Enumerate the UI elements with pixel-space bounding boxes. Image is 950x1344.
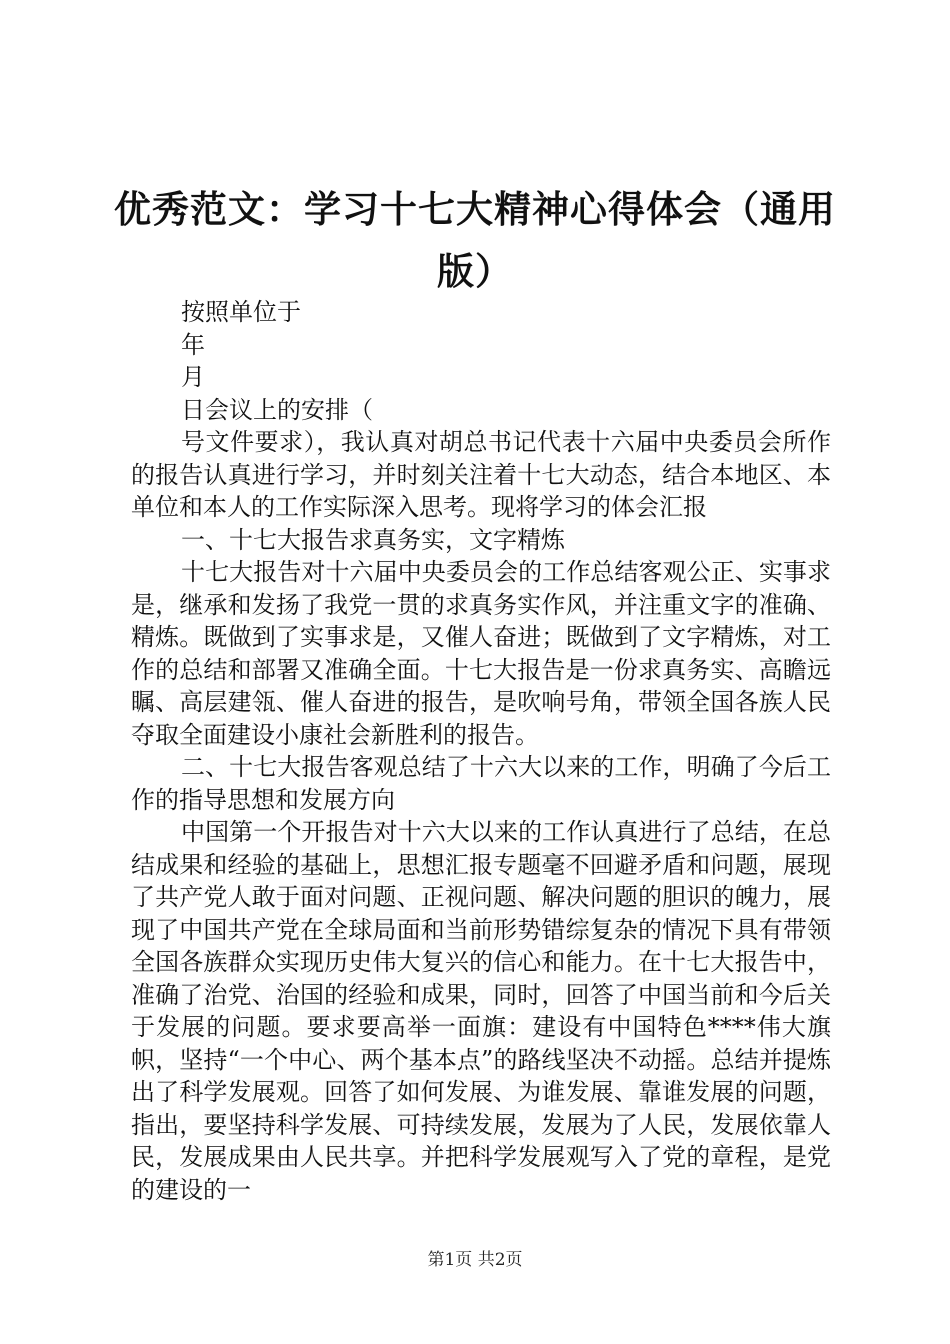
- document-title: 优秀范文：学习十七大精神心得体会（通用版）: [114, 187, 836, 293]
- document-body: [131, 296, 831, 1206]
- paragraph: 号文件要求），我认真对胡总书记代表十六届中央委员会所作的报告认真进行学习，并时刻关注着十七大动态，结合本地区、本单位和本人的工作实际深入思考。现将学习的体会汇报: [131, 428, 831, 521]
- section-heading: 二、十七大报告客观总结了十六大以来的工作，明确了今后工作的指导思想和发展方向: [131, 753, 831, 814]
- paragraph: 十七大报告对十六届中央委员会的工作总结客观公正、实事求是，继承和发扬了我党一贯的求真务实作风，并注重文字的准确、精炼。既做到了实事求是，又催人奋进；既做到了文字精炼，对工作的总结和部署又准确全面。十七大报告是一份求真务实、高瞻远瞩、高层建瓴、催人奋进的报告，是吹响号角，带领全国各族人民夺取全面建设小康社会新胜利的报告。: [131, 558, 831, 749]
- paragraph-line: 日会议上的安排（: [181, 395, 373, 424]
- paragraph-line: 月: [181, 363, 205, 391]
- section-heading: 一、十七大报告求真务实，文字精炼: [181, 525, 565, 554]
- page-footer: 第1页 共2页: [427, 1250, 523, 1270]
- paragraph: 中国第一个开报告对十六大以来的工作认真进行了总结，在总结成果和经验的基础上，思想汇报专题毫不回避矛盾和问题，展现了共产党人敢于面对问题、正视问题、解决问题的胆识的魄力，展现了中国共产党在全球局面和当前形势错综复杂的情况下具有带领全国各族群众实现历史伟大复兴的信心和能力。在十七大报告中，准确了治党、治国的经验和成果，同时，回答了中国当前和今后关于发展的问题。要求要高举一面旗：建设有中国特色****伟大旗帜，坚持“一个中心、两个基本点”的路线坚决不动摇。总结并提炼出了科学发展观。回答了如何发展、为谁发展、靠谁发展的问题，指出，要坚持科学发展、可持续发展，发展为了人民，发展依靠人民，发展成果由人民共享。并把科学发展观写入了党的章程，是党的建设的一: [131, 818, 831, 1204]
- paragraph-line: 年: [181, 330, 205, 359]
- paragraph-line: 按照单位于: [181, 298, 301, 326]
